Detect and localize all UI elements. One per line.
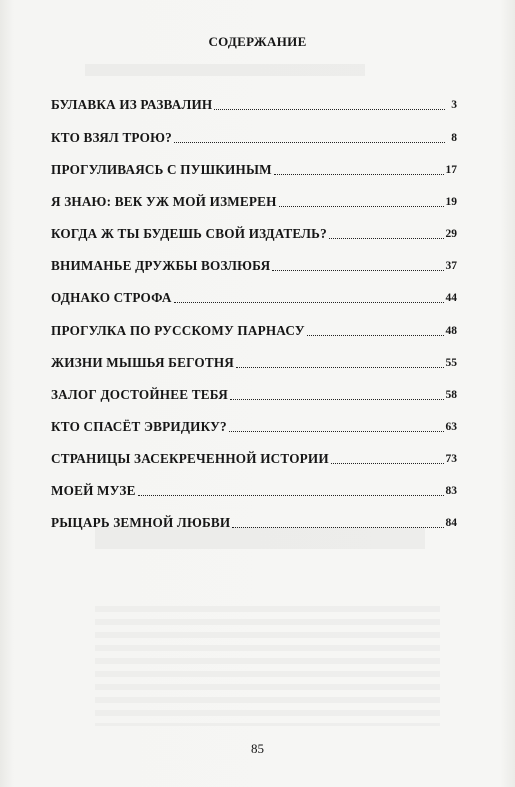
dot-leader <box>272 270 443 271</box>
toc-entry-page: 3 <box>451 99 457 111</box>
toc-entry-page: 37 <box>445 260 457 272</box>
toc-entry-page: 58 <box>445 389 457 401</box>
toc-entry <box>51 129 457 147</box>
toc-entry-title: КТО СПАСЁТ ЭВРИДИКУ? <box>51 419 227 434</box>
dot-leader <box>307 335 444 336</box>
dot-leader <box>274 174 444 175</box>
bleed-through-band-top <box>85 64 365 76</box>
toc-entry-title: ПРОГУЛИВАЯСЬ С ПУШКИНЫМ <box>51 162 272 177</box>
dot-leader <box>279 206 444 207</box>
dot-leader <box>236 367 444 368</box>
toc-entry <box>51 161 457 179</box>
toc-entry-title: БУЛАВКА ИЗ РАЗВАЛИН <box>51 97 213 112</box>
dot-leader <box>331 463 444 464</box>
toc-entry <box>51 289 457 307</box>
dot-leader <box>174 142 445 143</box>
dot-leader <box>229 431 444 432</box>
toc-entry <box>51 257 457 275</box>
toc-entry <box>51 514 457 532</box>
dot-leader <box>138 495 444 496</box>
toc-entry-page: 73 <box>445 453 457 465</box>
toc-entry <box>51 482 457 500</box>
toc-entry <box>51 193 457 211</box>
toc-entry-page: 29 <box>445 228 457 240</box>
toc-entry <box>51 322 457 340</box>
toc-entry-title: ПРОГУЛКА ПО РУССКОМУ ПАРНАСУ <box>51 323 305 338</box>
toc-entry-title: ЖИЗНИ МЫШЬЯ БЕГОТНЯ <box>51 355 234 370</box>
toc-entry-title: ОДНАКО СТРОФА <box>51 290 172 305</box>
bleed-through-block-bottom <box>95 606 440 726</box>
toc-entry-page: 17 <box>445 164 457 176</box>
toc-entry-title: МОЕЙ МУЗЕ <box>51 483 136 498</box>
toc-entry-title: КТО ВЗЯЛ ТРОЮ? <box>51 130 172 145</box>
toc-entry-title: РЫЦАРЬ ЗЕМНОЙ ЛЮБВИ <box>51 515 231 530</box>
dot-leader <box>232 527 443 528</box>
toc-entry <box>51 96 457 114</box>
toc-entry <box>51 354 457 372</box>
toc-entry-title: ЗАЛОГ ДОСТОЙНЕЕ ТЕБЯ <box>51 387 228 402</box>
toc-entry-title: Я ЗНАЮ: ВЕК УЖ МОЙ ИЗМЕРЕН <box>51 194 277 209</box>
toc-entry-page: 84 <box>445 517 457 529</box>
toc-entry <box>51 386 457 404</box>
toc-entry-page: 19 <box>445 196 457 208</box>
toc-entry-title: СТРАНИЦЫ ЗАСЕКРЕЧЕННОЙ ИСТОРИИ <box>51 451 329 466</box>
toc-entry-page: 8 <box>451 132 457 144</box>
toc-entry <box>51 418 457 436</box>
dot-leader <box>214 109 445 110</box>
toc-entry-page: 55 <box>445 357 457 369</box>
page-number: 85 <box>251 741 264 756</box>
toc-entry <box>51 450 457 468</box>
dot-leader <box>174 302 444 303</box>
toc-entry-page: 63 <box>445 421 457 433</box>
toc-entry-page: 83 <box>445 485 457 497</box>
toc-entry-title: ВНИМАНЬЕ ДРУЖБЫ ВОЗЛЮБЯ <box>51 258 271 273</box>
toc-entry-page: 44 <box>445 292 457 304</box>
toc-entry-page: 48 <box>445 325 457 337</box>
toc-entry-title: КОГДА Ж ТЫ БУДЕШЬ СВОЙ ИЗДАТЕЛЬ? <box>51 226 327 241</box>
dot-leader <box>230 399 444 400</box>
dot-leader <box>329 238 444 239</box>
page-title: СОДЕРЖАНИЕ <box>208 34 307 49</box>
toc-entry <box>51 225 457 243</box>
